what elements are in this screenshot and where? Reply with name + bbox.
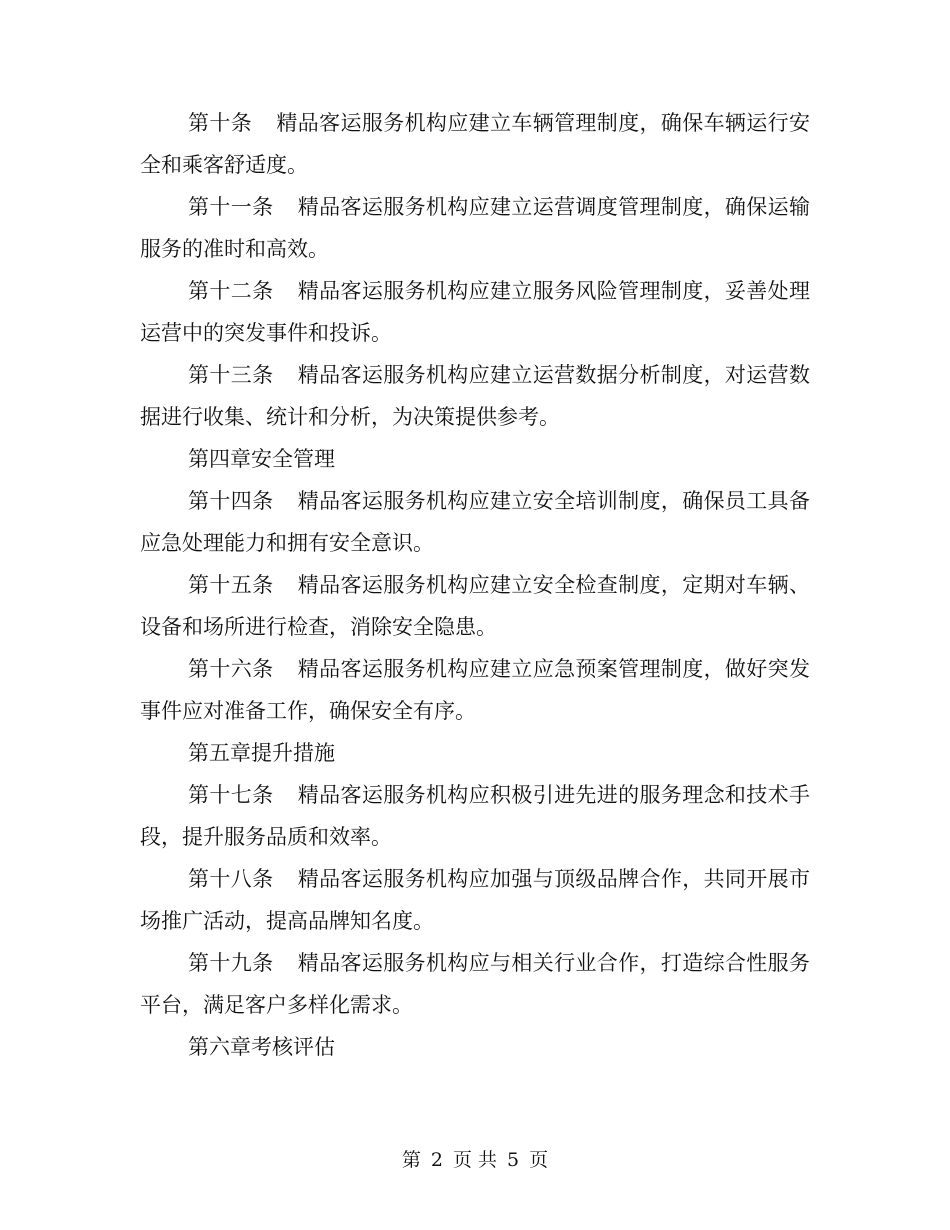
chapter-number: 第六章: [188, 1035, 251, 1059]
article-number: 第十条: [188, 111, 253, 135]
footer-middle: 页 共: [452, 1149, 498, 1171]
chapter-title: 安全管理: [251, 447, 335, 471]
chapter-number: 第五章: [188, 741, 251, 765]
article-17: [140, 774, 810, 858]
chapter-4-heading: [140, 438, 810, 480]
footer-suffix: 页: [529, 1149, 549, 1171]
chapter-title: 提升措施: [251, 741, 335, 765]
article-text: 精品客运服务机构应与相关行业合作，打造综合性服务平台，满足客户多样化需求。: [140, 951, 811, 1017]
chapter-number: 第四章: [188, 447, 251, 471]
chapter-6-heading: [140, 1026, 810, 1068]
article-text: 精品客运服务机构应建立应急预案管理制度，做好突发事件应对准备工作，确保安全有序。: [140, 657, 811, 723]
article-10: [140, 102, 810, 186]
article-text: 精品客运服务机构应积极引进先进的服务理念和技术手段，提升服务品质和效率。: [140, 783, 811, 849]
document-body: [140, 102, 810, 1068]
article-number: 第十九条: [188, 951, 274, 975]
article-18: [140, 858, 810, 942]
article-11: [140, 186, 810, 270]
article-number: 第十八条: [188, 867, 274, 891]
chapter-5-heading: [140, 732, 810, 774]
article-13: [140, 354, 810, 438]
article-number: 第十五条: [188, 573, 274, 597]
footer-page-number: 2: [430, 1149, 443, 1171]
article-15: [140, 564, 810, 648]
article-number: 第十二条: [188, 279, 274, 303]
chapter-title: 考核评估: [251, 1035, 335, 1059]
article-12: [140, 270, 810, 354]
article-number: 第十一条: [188, 195, 274, 219]
article-text: 精品客运服务机构应建立服务风险管理制度，妥善处理运营中的突发事件和投诉。: [140, 279, 811, 345]
article-number: 第十六条: [188, 657, 274, 681]
article-19: [140, 942, 810, 1026]
article-text: 精品客运服务机构应建立车辆管理制度，确保车辆运行安全和乘客舒适度。: [140, 111, 811, 177]
article-number: 第十三条: [188, 363, 274, 387]
footer-prefix: 第: [401, 1149, 421, 1171]
article-16: [140, 648, 810, 732]
article-text: 精品客运服务机构应建立安全检查制度，定期对车辆、设备和场所进行检查，消除安全隐患。: [140, 573, 811, 639]
article-number: 第十七条: [188, 783, 274, 807]
article-number: 第十四条: [188, 489, 274, 513]
article-14: [140, 480, 810, 564]
article-text: 精品客运服务机构应建立运营调度管理制度，确保运输服务的准时和高效。: [140, 195, 811, 261]
footer-total-pages: 5: [507, 1149, 520, 1171]
page-footer: [0, 1146, 950, 1174]
article-text: 精品客运服务机构应加强与顶级品牌合作，共同开展市场推广活动，提高品牌知名度。: [140, 867, 811, 933]
article-text: 精品客运服务机构应建立运营数据分析制度，对运营数据进行收集、统计和分析，为决策提供参考。: [140, 363, 811, 429]
article-text: 精品客运服务机构应建立安全培训制度，确保员工具备应急处理能力和拥有安全意识。: [140, 489, 811, 555]
